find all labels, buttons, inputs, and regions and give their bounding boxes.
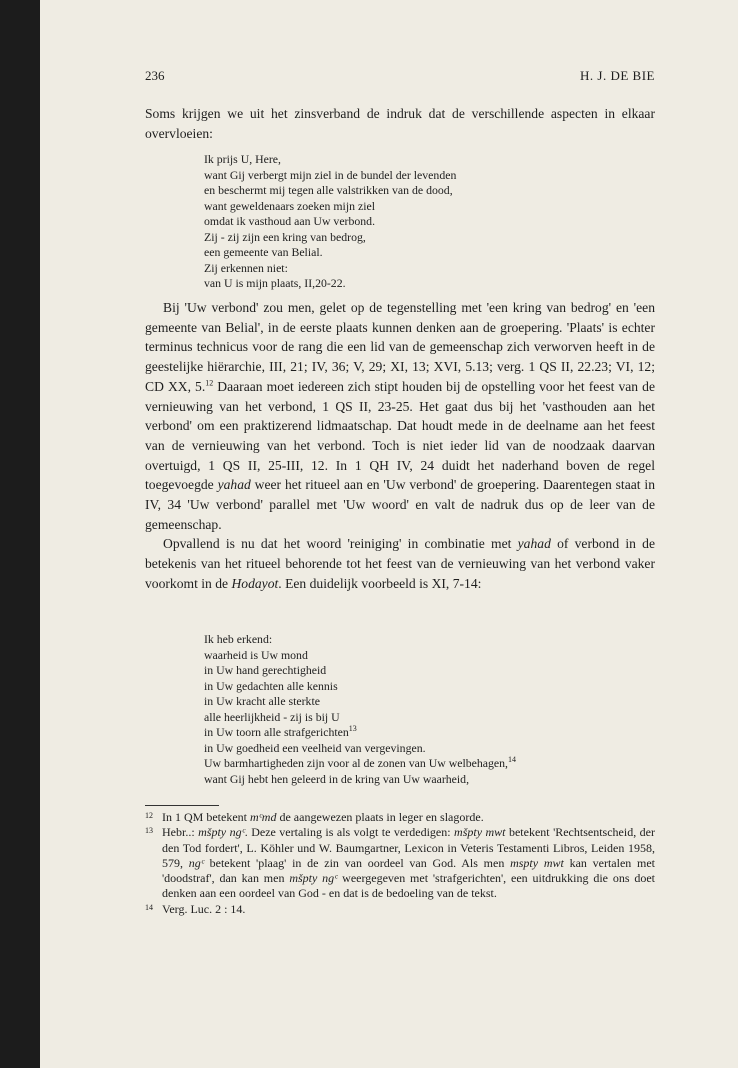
poem-line: Zij - zij zijn een kring van bedrog,: [204, 229, 366, 244]
poem-line-text: in Uw hand gerechtigheid: [204, 663, 327, 677]
term-yahad: yahad: [517, 536, 551, 552]
footnote-ref-14: 14: [508, 755, 516, 765]
paragraph-reiniging-text: [145, 534, 655, 593]
poem-line: [204, 741, 516, 757]
text-run: Daaraan moet iedereen zich stipt houden bij de opstelling voor het feest van de vernieuwing van het verbond, 1 QS II, 23-25. Het gaat dus bij het 'vasthouden aan het verbond' om een praktizerend lidmaatschap. Dat houdt mede in de deelname aan het feest van de vernieuwing van het verbond. Toch is niet ieder lid van de noodzaak daarvan overtuigd, 1 QS II, 25-III, 12. In 1 QH IV, 24 duidt het naderhand boven de regel toegevoegde: [145, 378, 655, 493]
footnote-12: [145, 810, 655, 825]
poem-line: Zij erkennen niet:: [204, 260, 288, 275]
poem-line-text: in Uw kracht alle sterkte: [204, 694, 320, 708]
poem-line: Ik prijs U, Here,: [204, 152, 281, 166]
footnote-term: mšpty mwt: [454, 825, 506, 840]
poem-line-text: waarheid is Uw mond: [204, 647, 308, 662]
poem-line: want Gij verbergt mijn ziel in de bundel der levenden: [204, 167, 457, 182]
poem-line: [204, 756, 516, 772]
term-yahad: yahad: [217, 477, 251, 493]
poem-line-text: Ik heb erkend:: [204, 632, 273, 646]
footnote-divider: [145, 805, 219, 806]
footnote-text: betekent 'Rechtsentscheid, der den Tod fordert', L. Köhler und W. Baumgartner, Lexicon in Veteris Testamenti Libros, Leiden 1958, 579,: [162, 825, 655, 870]
footnotes: [145, 810, 655, 917]
poem-line: van U is mijn plaats, II,20-22.: [204, 276, 346, 290]
footnote-ref-13: 13: [348, 724, 357, 734]
footnote-term: mspty mwt: [510, 855, 564, 870]
footnote-text: betekent 'plaag' in de zin van oordeel van God. Als men: [203, 855, 511, 870]
poem-line-text: alle heerlijkheid - zij is bij U: [204, 709, 340, 724]
footnote-text: Verg. Luc. 2 : 14.: [162, 901, 246, 916]
text-run: . Een duidelijk voorbeeld is XI, 7-14:: [278, 575, 482, 591]
poem-line: [204, 679, 516, 695]
poem-quote-1: [204, 152, 456, 292]
footnote-text: Hebr..:: [162, 825, 199, 840]
paragraph-verbond-text: [145, 298, 655, 534]
poem-line: [204, 663, 516, 679]
footnote-text: . Deze vertaling is als volgt te verdedigen:: [244, 825, 455, 840]
footnote-mark: 12: [145, 811, 153, 820]
poem-line: [204, 632, 516, 648]
footnote-term: mᶜmd: [249, 810, 277, 824]
title-hodayot: Hodayot: [231, 575, 279, 591]
text-run: Bij 'Uw verbond' zou men, gelet op de tegenstelling met 'een kring van bedrog' en 'een gemeente van Belial', in de eerste plaats kunnen denken aan de groepering. 'Plaats' is echter terminus technicus voor de rang die een lid van de gemeenschap zich verworven heeft in de geestelijke hiërarchie, III, 21; IV, 36; V, 29; XI, 13; XVI, 5.13; verg. 1 QS II, 22.23; VI, 12; CD XX, 5.: [145, 300, 655, 394]
footnote-text: kan vertalen met 'doodstraf', dan kan men: [162, 855, 656, 886]
poem-line: [204, 725, 516, 741]
text-run: Opvallend is nu dat het woord 'reiniging' in combinatie met: [163, 536, 518, 552]
poem-line: omdat ik vasthoud aan Uw verbond.: [204, 214, 376, 228]
poem-line-text: want Gij hebt hen geleerd in de kring van Uw waarheid,: [204, 771, 470, 786]
poem-line-text: Uw barmhartigheden zijn voor al de zonen van Uw welbehagen,: [204, 756, 508, 770]
poem-line-text: in Uw gedachten alle kennis: [204, 678, 338, 693]
footnote-mark: 14: [145, 902, 153, 912]
footnote-text: In 1 QM betekent: [162, 810, 250, 824]
poem-line: en beschermt mij tegen alle valstrikken van de dood,: [204, 183, 453, 197]
footnote-13: [145, 825, 655, 901]
footnote-14: [145, 902, 655, 917]
poem-line: een gemeente van Belial.: [204, 245, 323, 259]
footnote-ref-12: 12: [205, 378, 214, 388]
paragraph-intro: [145, 104, 655, 143]
footnote-text: weergegeven met 'strafgerichten', een uitdrukking die ons doet denken aan een oordeel van God - en dat is de bedoeling van de tekst.: [162, 871, 656, 901]
poem-line: want geweldenaars zoeken mijn ziel: [204, 198, 375, 213]
footnote-text: de aangewezen plaats in leger en slagorde.: [276, 810, 484, 824]
text-run: of verbond in de betekenis van het ritueel behorende tot het feest van de vernieuwing van het verbond vaker voorkomt in de: [145, 536, 655, 591]
page-number: 236: [145, 68, 165, 83]
footnote-term: mšpty ngᶜ: [289, 871, 338, 886]
poem-line: [204, 694, 516, 710]
paragraph-intro-text: Soms krijgen we uit het zinsverband de indruk dat de verschillende aspecten in elkaar overvloeien:: [145, 106, 655, 141]
poem-line-text: in Uw toorn alle strafgerichten: [204, 725, 349, 739]
poem-line: [204, 648, 516, 664]
running-head: H. J. DE BIE: [580, 68, 655, 83]
poem-line-text: in Uw goedheid een veelheid van vergevingen.: [204, 740, 426, 755]
paragraph-verbond: [145, 298, 655, 594]
text-run: weer het ritueel aan en 'Uw verbond' de groepering. Daarentegen staat in IV, 34 'Uw verbond' parallel met 'Uw woord' en valt de nadruk dus op de leer van de gemeenschap.: [145, 477, 655, 532]
footnote-mark: 13: [145, 826, 153, 836]
footnote-term: mšpty ngᶜ: [198, 825, 245, 840]
footnote-term: ngᶜ: [188, 855, 204, 870]
poem-line: [204, 772, 516, 788]
poem-quote-2: [204, 632, 516, 787]
poem-line: [204, 710, 516, 726]
